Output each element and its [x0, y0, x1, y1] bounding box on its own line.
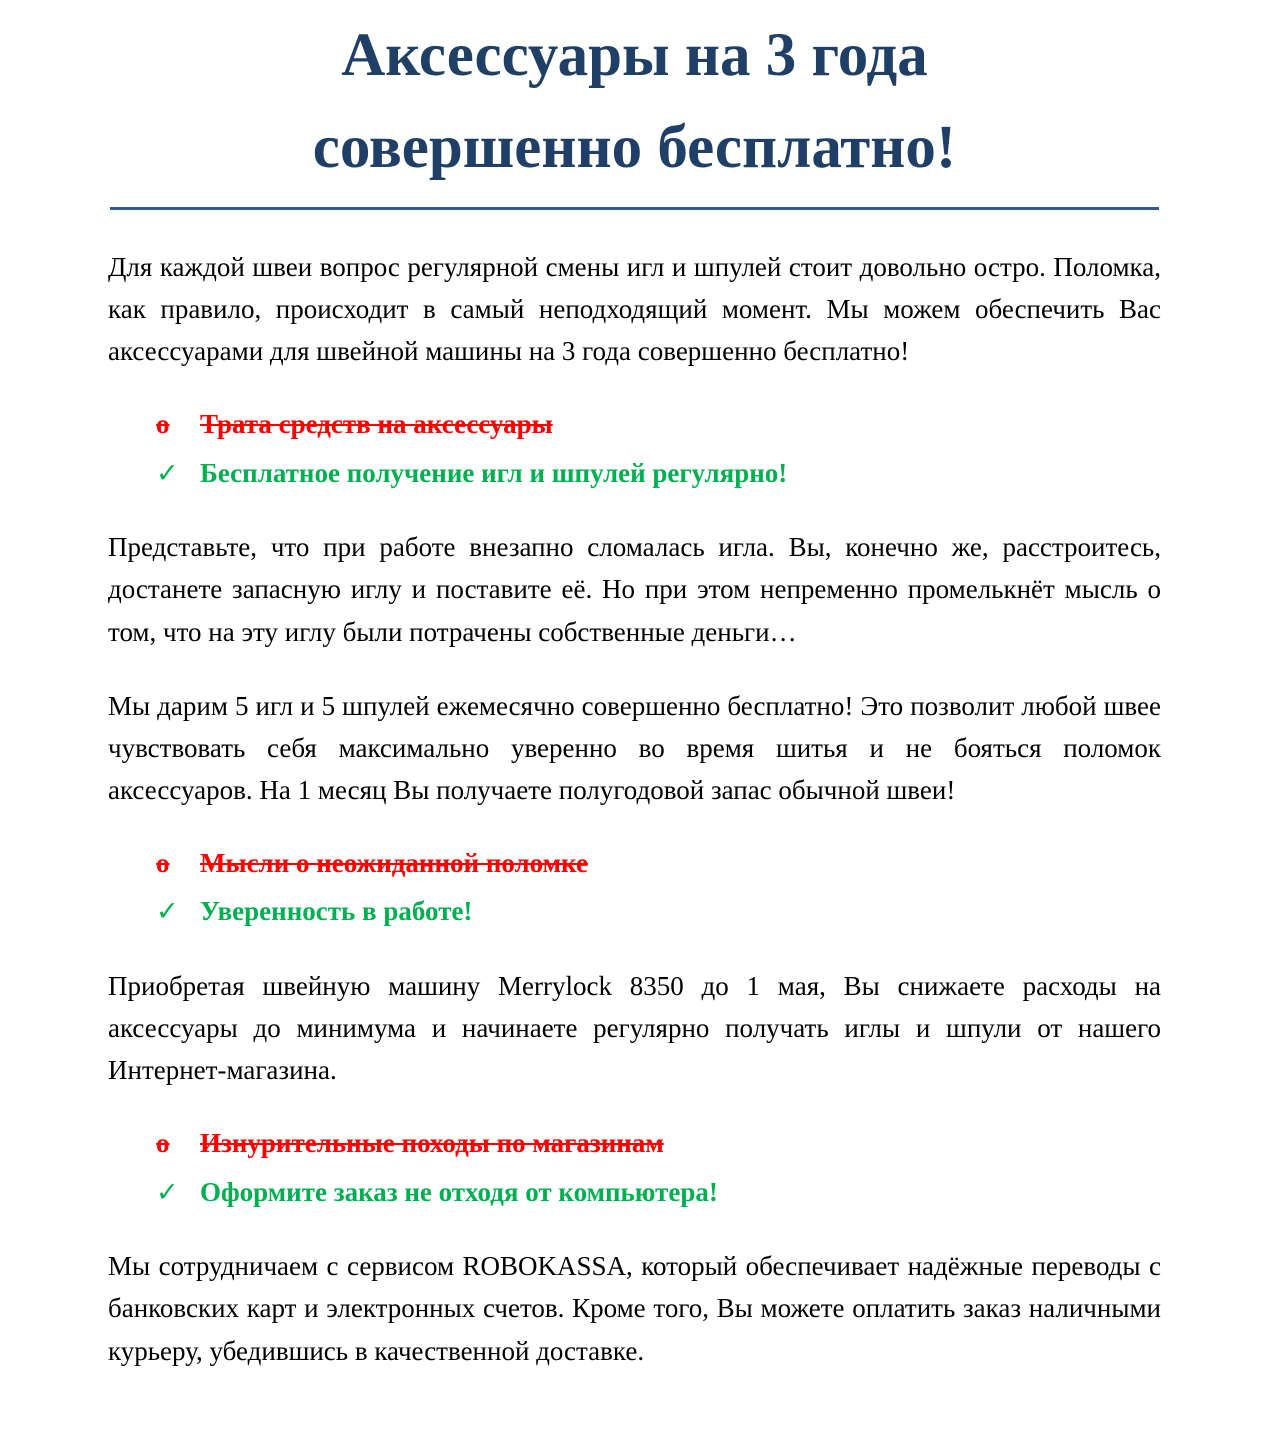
bullet-o-icon: o	[156, 847, 170, 878]
list-item-removed	[156, 1123, 1161, 1164]
paragraph-merrylock-offer: Приобретая швейную машину Merrylock 8350 до 1 мая, Вы снижаете расходы на аксессуары до минимума и начинаете регулярно получать иглы и шпули от нашего Интернет-магазина.	[108, 970, 1161, 1086]
paragraph-intro: Для каждой швеи вопрос регулярной смены игл и шпулей стоит довольно остро. Поломка, как правило, происходит в самый неподходящий момент. Мы можем обеспечить Вас аксессуарами для швейной машины на 3 года совершенно бесплатно!	[108, 252, 1161, 367]
checkmark-icon: ✓	[156, 457, 179, 489]
list-item-removed	[156, 843, 1161, 884]
paragraph-robokassa: Мы сотрудничаем с сервисом ROBOKASSA, который обеспечивает надёжные переводы с банковских карт и электронных счетов. Кроме того, Вы можете оплатить заказ наличными курьеру, убедившись в качественной доставке.	[108, 1251, 1161, 1366]
page-title-line1: Аксессуары на 3 года	[341, 22, 928, 89]
checkmark-icon: ✓	[156, 896, 179, 928]
bullet-o-icon: o	[156, 409, 170, 440]
page-title-line2: совершенно бесплатно!	[312, 113, 957, 181]
paragraph-broken-needle: Представьте, что при работе внезапно сломалась игла. Вы, конечно же, расстроитесь, достанете запасную иглу и поставите её. Но при этом непременно промелькнёт мысль о том, что на эту иглу были потрачены собственные деньги…	[108, 532, 1161, 647]
list-item-removed-text: Трата средств на аксессуары	[200, 409, 553, 440]
list-item-removed-text: Мысли о неожиданной поломке	[200, 847, 588, 878]
checkmark-icon: ✓	[156, 1176, 179, 1208]
list-item-added-text: Оформите заказ не отходя от компьютера!	[200, 1176, 718, 1207]
list-item-removed	[156, 404, 1161, 445]
paragraph-free-gift: Мы дарим 5 игл и 5 шпулей ежемесячно совершенно бесплатно! Это позволит любой швее чувствовать себя максимально уверенно во время шитья и не бояться поломок аксессуаров. На 1 месяц Вы получаете полугодовой запас обычной швеи!	[108, 690, 1161, 805]
list-item-added-text: Уверенность в работе!	[200, 896, 473, 927]
benefit-list-3	[156, 1123, 1161, 1213]
benefit-list-2	[156, 843, 1161, 933]
list-item-added-text: Бесплатное получение игл и шпулей регулярно!	[200, 457, 788, 488]
list-item-added	[156, 453, 1161, 495]
list-item-added	[156, 891, 1161, 933]
list-item-removed-text: Изнурительные походы по магазинам	[200, 1128, 664, 1159]
bullet-o-icon: o	[156, 1128, 170, 1159]
list-item-added	[156, 1172, 1161, 1214]
page-title	[108, 10, 1161, 193]
title-underline-rule	[110, 207, 1159, 210]
benefit-list-1	[156, 404, 1161, 494]
